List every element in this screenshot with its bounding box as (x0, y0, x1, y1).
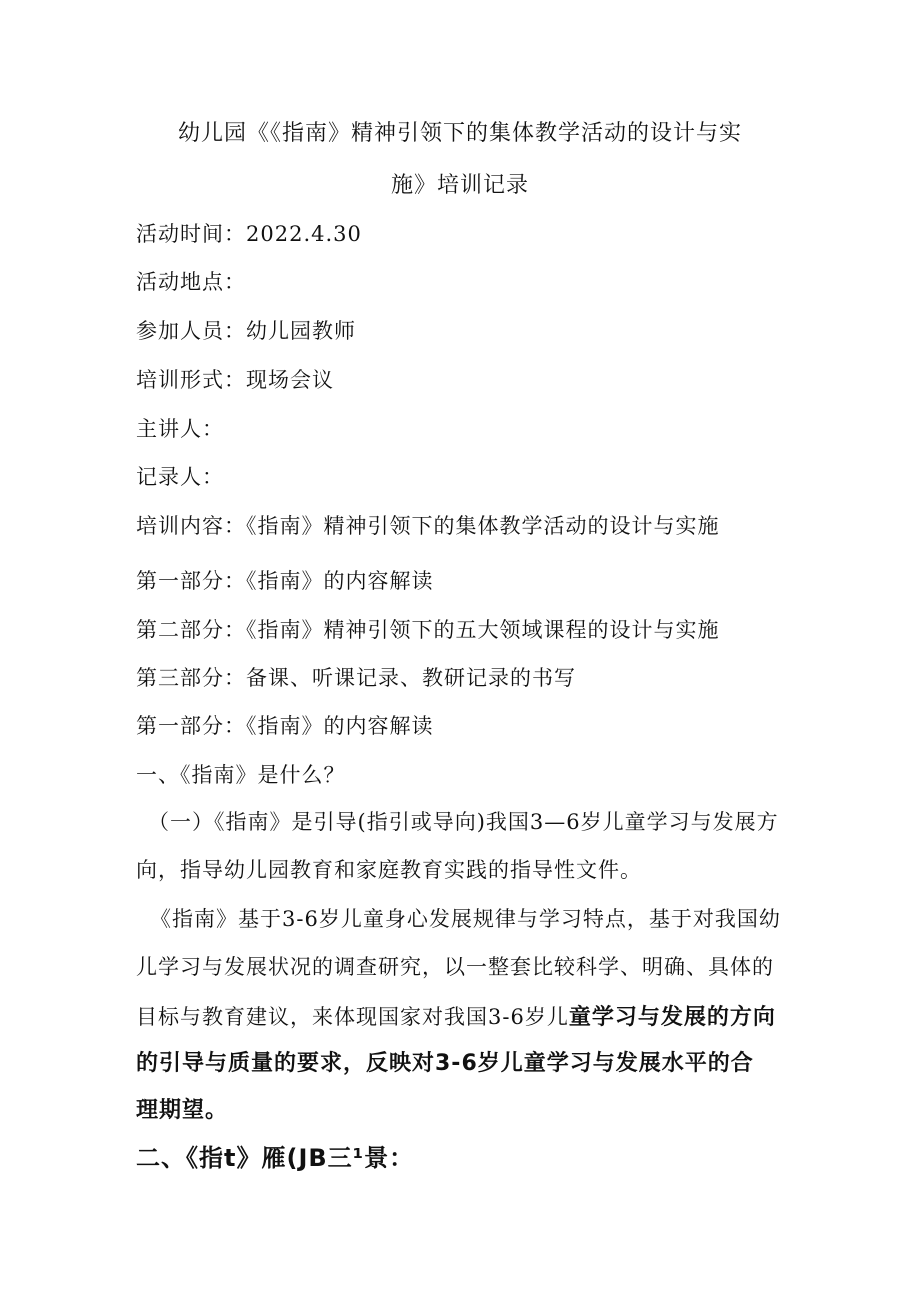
question-1-heading: 一、《指南》是什么？ (136, 763, 346, 787)
outline-part-2: 第二部分：《指南》精神引领下的五大领域课程的设计与实施 (136, 618, 720, 642)
participants: 参加人员：幼儿园教师 (136, 319, 356, 343)
training-form: 培训形式：现场会议 (136, 368, 334, 392)
paragraph-2-line-1: 《指南》基于3-6岁儿童身心发展规律与学习特点，基于对我国幼 (150, 907, 781, 931)
activity-time: 活动时间：2022.4.30 (136, 222, 362, 246)
training-content: 培训内容：《指南》精神引领下的集体教学活动的设计与实施 (136, 514, 720, 538)
paragraph-2-line-3-bold: 童学习与发展的方向 (568, 1005, 776, 1030)
section-heading-part-1: 第一部分：《指南》的内容解读 (136, 714, 434, 738)
paragraph-2-line-3-plain: 目标与教育建议，来体现国家对我国3-6岁儿 (136, 1005, 569, 1029)
activity-place: 活动地点： (136, 270, 246, 294)
question-2-heading: 二、《指t》雁(JB三¹景： (136, 1144, 415, 1172)
paragraph-2-line-5: 理期望。 (136, 1098, 229, 1123)
paragraph-1-line-1: （一）《指南》是引导(指引或导向)我国3—6岁儿童学习与发展方 (148, 810, 779, 834)
document-title-line-2: 施》培训记录 (390, 173, 529, 198)
speaker: 主讲人： (136, 417, 224, 441)
document-title-line-1: 幼儿园《《指南》精神引领下的集体教学活动的设计与实 (177, 121, 742, 146)
paragraph-2-line-2: 儿学习与发展状况的调查研究，以一整套比较科学、明确、具体的 (136, 955, 774, 979)
outline-part-1: 第一部分：《指南》的内容解读 (136, 569, 434, 593)
recorder: 记录人： (136, 465, 224, 489)
paragraph-1-line-2: 向，指导幼儿园教育和家庭教育实践的指导性文件。 (136, 858, 642, 882)
paragraph-2-line-4: 的引导与质量的要求，反映对3-6岁儿童学习与发展水平的合 (136, 1051, 754, 1076)
paragraph-2-line-3 (136, 1000, 776, 1031)
outline-part-3: 第三部分：备课、听课记录、教研记录的书写 (136, 666, 576, 690)
